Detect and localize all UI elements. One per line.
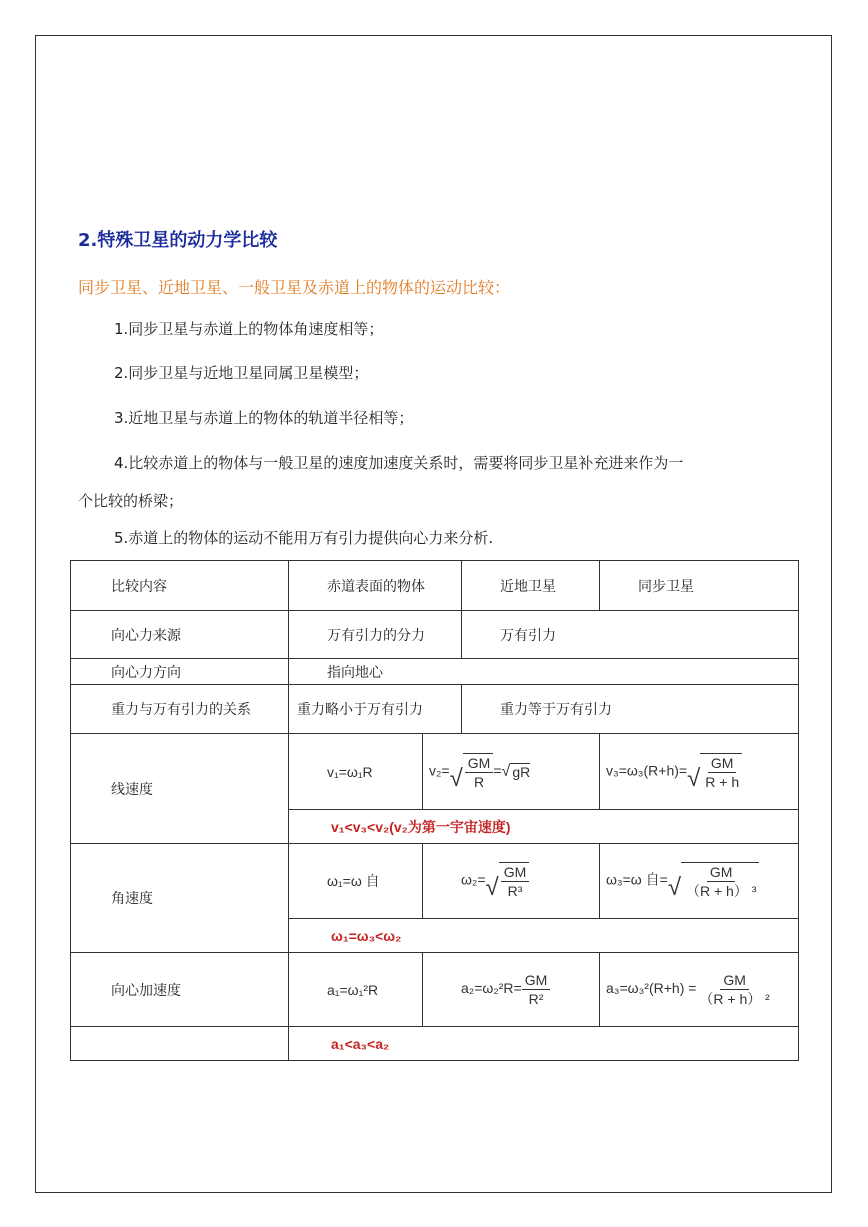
- cell-gravity-equator: 重力略小于万有引力: [289, 685, 462, 734]
- formula-a2-den: R²: [528, 991, 544, 1007]
- formula-w2-num: GM: [501, 863, 530, 882]
- paragraph-5: 5.赤道上的物体的运动不能用万有引力提供向心力来分析.: [114, 529, 494, 547]
- row-label-direction: 向心力方向: [71, 659, 289, 685]
- section-subheading: 同步卫星、近地卫星、一般卫星及赤道上的物体的运动比较：: [78, 278, 511, 297]
- formula-v2: [423, 734, 600, 810]
- formula-a3-num: GM: [720, 971, 749, 990]
- formula-v1: v₁=ω₁R: [289, 734, 423, 810]
- section-heading: 2.特殊卫星的动力学比较: [78, 230, 278, 251]
- paragraph-4-line-1: 4.比较赤道上的物体与一般卫星的速度加速度关系时，需要将同步卫星补充进来作为一: [114, 454, 684, 472]
- formula-a2-num: GM: [522, 971, 551, 990]
- formula-v3-den: R + h: [705, 773, 740, 790]
- table-row: [71, 611, 799, 659]
- formula-w2-lhs: ω₂=: [461, 871, 486, 888]
- header-near-earth-satellite: 近地卫星: [462, 561, 600, 611]
- formula-a2-lhs: a₂=ω₂²R=: [461, 980, 522, 997]
- header-synchronous-satellite: 同步卫星: [600, 561, 799, 611]
- paragraph-3: 3.近地卫星与赤道上的物体的轨道半径相等；: [114, 409, 414, 427]
- sqrt-icon: √ $\frac{GM}{\text{R³}}$: [486, 862, 530, 900]
- table-row: [71, 659, 799, 685]
- cell-source-satellite: 万有引力: [462, 611, 799, 659]
- summary-acceleration: a₁<a₃<a₂: [289, 1027, 799, 1061]
- paragraph-4-line-2: 个比较的桥梁；: [78, 492, 184, 510]
- cell-gravity-satellite: 重力等于万有引力: [462, 685, 799, 734]
- table-row: [71, 844, 799, 919]
- table-row: [71, 685, 799, 734]
- formula-w3-num: GM: [707, 863, 736, 882]
- row-label-gravity: 重力与万有引力的关系: [71, 685, 289, 734]
- header-equator-object: 赤道表面的物体: [289, 561, 462, 611]
- formula-a3-den: （R + h） ²: [699, 991, 770, 1007]
- sqrt-icon: √ $\frac{GM}{\text{（R + h） ³}}$: [668, 862, 760, 900]
- summary-linear: v₁<v₃<v₂(v₂为第一宇宙速度): [289, 810, 799, 844]
- row-label-acceleration: 向心加速度: [71, 953, 289, 1027]
- comparison-table: [70, 560, 799, 1061]
- row-label-angular-velocity: 角速度: [71, 844, 289, 953]
- formula-v2-den: R: [474, 773, 485, 790]
- formula-v3: [600, 734, 799, 810]
- formula-v2-root: gR: [512, 764, 531, 780]
- table-row: [71, 1027, 799, 1061]
- formula-v2-num: GM: [465, 754, 494, 773]
- formula-v2-lhs: v₂=: [429, 762, 450, 779]
- header-compare: 比较内容: [71, 561, 289, 611]
- paragraph-2: 2.同步卫星与近地卫星同属卫星模型；: [114, 364, 369, 382]
- formula-w2: [423, 844, 600, 919]
- formula-v3-num: GM: [708, 754, 737, 773]
- formula-a1: a₁=ω₁²R: [289, 953, 423, 1027]
- summary-angular: ω₁=ω₃<ω₂: [289, 919, 799, 953]
- formula-v3-lhs: v₃=ω₃(R+h)=: [606, 762, 688, 779]
- formula-a3: [600, 953, 799, 1027]
- table-row: [71, 953, 799, 1027]
- sqrt-icon: √ $\frac{GM}{R}$: [450, 753, 494, 791]
- formula-w3-lhs: ω₃=ω 自=: [606, 871, 668, 888]
- sqrt-icon: √ gR: [501, 763, 531, 780]
- sqrt-icon: √ $\frac{GM}{R + h}$: [687, 753, 742, 791]
- table-row: [71, 734, 799, 810]
- formula-w3: [600, 844, 799, 919]
- table-header-row: [71, 561, 799, 611]
- cell-direction: 指向地心: [289, 659, 799, 685]
- row-label-source: 向心力来源: [71, 611, 289, 659]
- formula-w3-den: （R + h） ³: [685, 883, 757, 899]
- row-label-linear-velocity: 线速度: [71, 734, 289, 844]
- formula-w1: ω₁=ω 自: [289, 844, 423, 919]
- formula-a3-lhs: a₃=ω₃²(R+h) =: [606, 980, 697, 997]
- formula-a2: [423, 953, 600, 1027]
- empty-cell: [71, 1027, 289, 1061]
- formula-v2-eq: =: [493, 762, 502, 779]
- paragraph-1: 1.同步卫星与赤道上的物体角速度相等；: [114, 320, 384, 338]
- cell-source-equator: 万有引力的分力: [289, 611, 462, 659]
- formula-w2-den: R³: [507, 883, 523, 899]
